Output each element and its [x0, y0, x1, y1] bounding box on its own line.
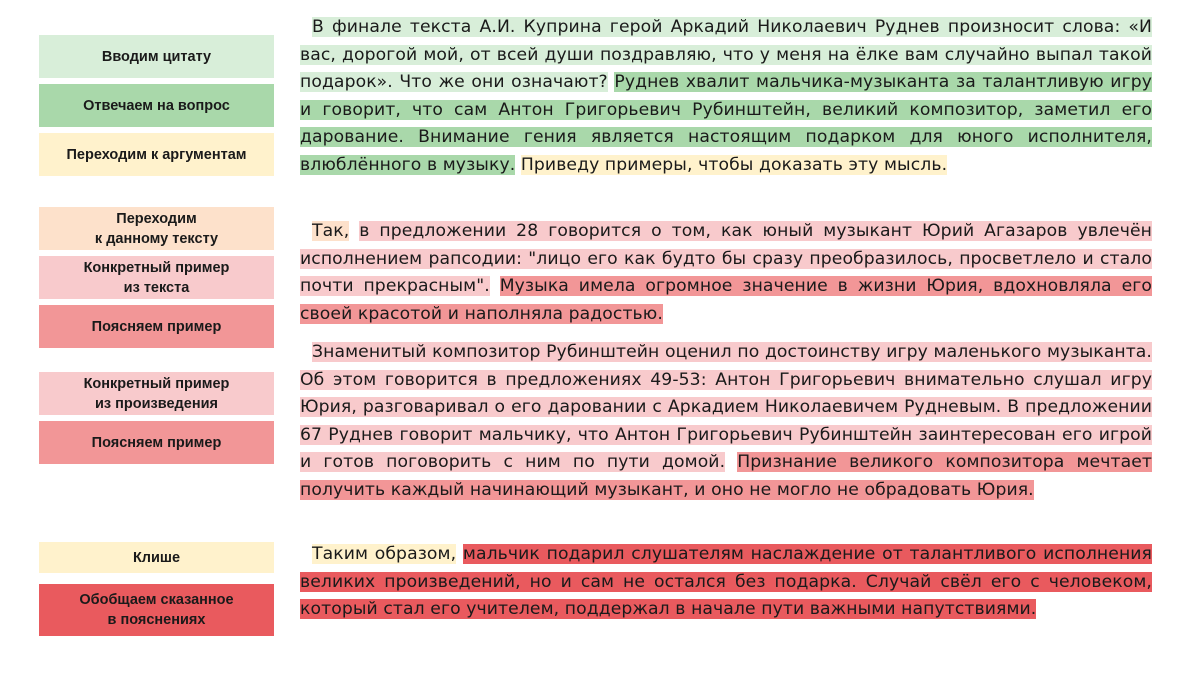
highlight-example-work: Знаменитый композитор Рубинштейн оценил по достоинству игру маленького музыканта. Об этом говорится в предложениях 49-53: Антон Григорьевич внимательно слушал игру Юрия, разговаривал о его даровании с Аркадием Николаевичем Рудневым. В предложении 67 Руднев говорит мальчику, что Антон Григорьевич Рубинштейн заинтересован его игрой и готов поговорить с ним по пути домой. [300, 342, 1152, 473]
text-space [725, 452, 737, 472]
text-space [490, 276, 500, 296]
legend-explain-example-2: Поясняем пример [39, 421, 274, 464]
legend-to-text: Переходим к данному тексту [39, 207, 274, 250]
highlight-cliche: Таким образом, [312, 544, 457, 564]
highlight-explain: Музыка имела огромное значение в жизни Юрия, вдохновляла его своей красотой и наполняла радостью. [300, 276, 1152, 324]
highlight-explain: Признание великого композитора мечтает получить каждый начинающий музыкант, и оно не могло не обрадовать Юрия. [300, 452, 1152, 500]
highlight-quote: В финале текста А.И. Куприна герой Аркадий Николаевич Руднев произносит слова: «И вас, дорогой мой, от всей души поздравляю, что у меня на ёлке вам случайно выпал такой подарок». Что же они означают? [300, 17, 1152, 93]
essay-paragraph-3 [300, 339, 1152, 505]
text-space [349, 221, 359, 241]
legend-arguments: Переходим к аргументам [39, 133, 274, 176]
highlight-to-text: Так, [312, 221, 350, 241]
legend-cliche: Клише [39, 542, 274, 573]
legend-example-work: Конкретный пример из произведения [39, 372, 274, 415]
highlight-summary: мальчик подарил слушателям наслаждение от талантливого исполнения великих произведений, но и сам не остался без подарка. Случай свёл его с человеком, который стал его учителем, поддержал в начале пути важными напутствиями. [300, 544, 1152, 620]
essay-paragraph-1 [300, 14, 1152, 180]
essay-paragraph-2 [300, 218, 1152, 328]
essay-paragraph-4 [300, 541, 1152, 624]
legend-quote: Вводим цитату [39, 35, 274, 78]
highlight-answer: Руднев хвалит мальчика-музыканта за талантливую игру и говорит, что сам Антон Григорьевич Рубинштейн, великий композитор, заметил его дарование. Внимание гения является настоящим подарком для юного исполнителя, влюблённого в музыку. [300, 72, 1152, 175]
highlight-example-text: в предложении 28 говорится о том, как юный музыкант Юрий Агазаров увлечён исполнением рапсодии: "лицо его как будто бы сразу преобразилось, просветлело и стало почти прекрасным". [300, 221, 1152, 297]
text-space [456, 544, 463, 564]
legend-answer: Отвечаем на вопрос [39, 84, 274, 127]
legend-example-text: Конкретный пример из текста [39, 256, 274, 299]
legend-summary: Обобщаем сказанное в пояснениях [39, 584, 274, 636]
legend-explain-example: Поясняем пример [39, 305, 274, 348]
highlight-arguments: Приведу примеры, чтобы доказать эту мысль. [520, 154, 948, 175]
